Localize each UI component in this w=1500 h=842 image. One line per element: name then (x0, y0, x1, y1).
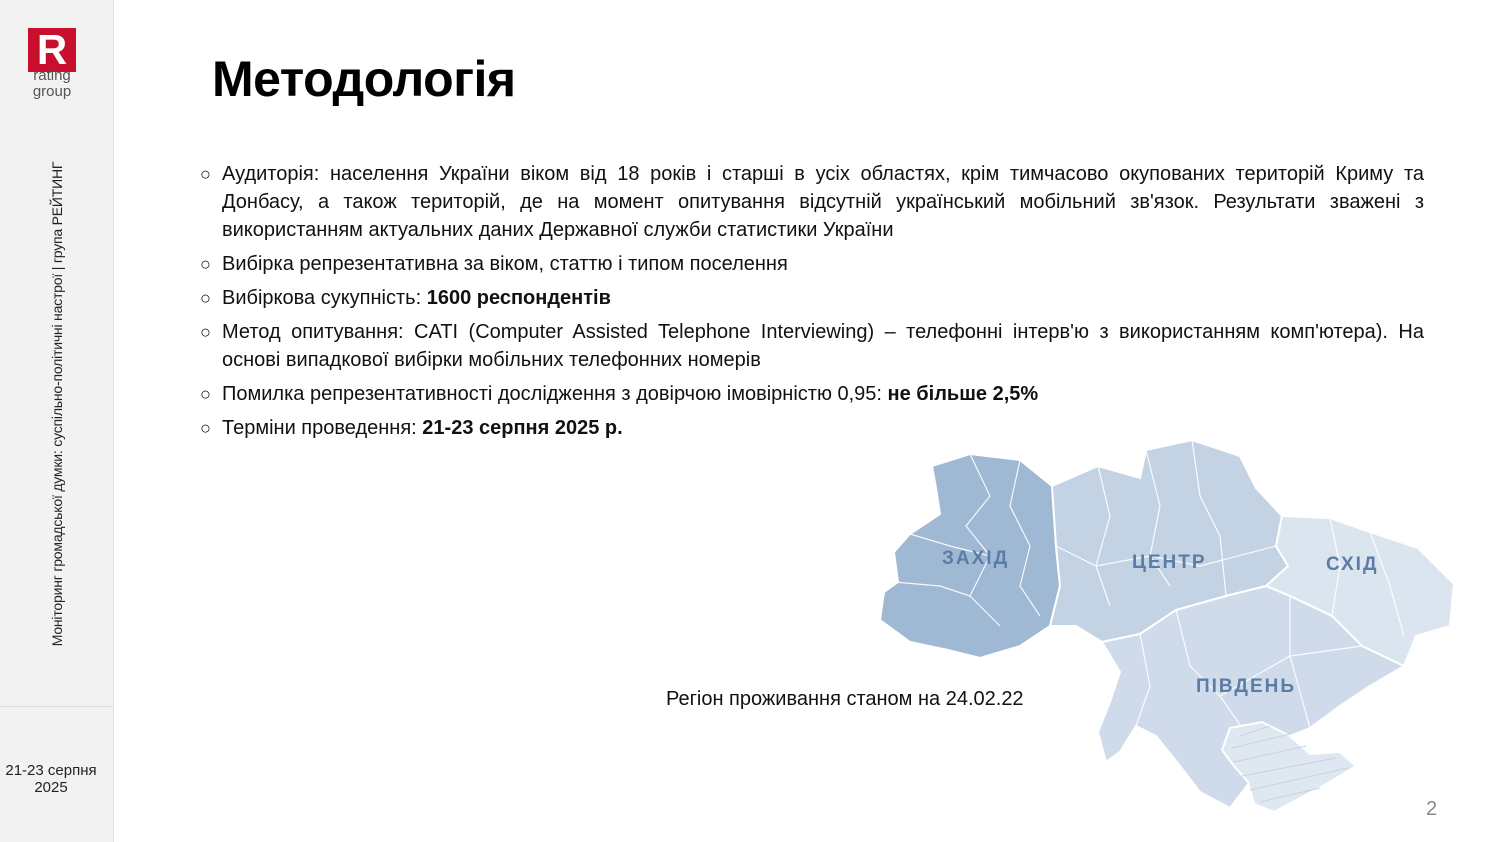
bullet-circle-icon: ○ (200, 418, 211, 438)
region-label-south: ПІВДЕНЬ (1196, 676, 1296, 697)
list-item-text: Аудиторія: населення України віком від 18 років і старші в усіх областях, крім тимчасово окупованих територій Криму та Донбасу, а також територій, де на момент опитування відсутній український мобільний зв'язок. Результати зважені з використанням актуальних даних Державної служби статистики України (222, 163, 1424, 241)
methodology-list (200, 160, 1424, 448)
list-item (200, 160, 1424, 244)
list-item-text: Вибірка репрезентативна за віком, статтю і типом поселення (222, 253, 788, 275)
bullet-circle-icon: ○ (200, 288, 211, 308)
list-item-bold: не більше 2,5% (887, 383, 1039, 405)
list-item-text: Метод опитування: CATI (Computer Assisted Telephone Interviewing) – телефонні інтерв'ю з використанням комп'ютера). На основі випадкової вибірки мобільних телефонних номерів (222, 321, 1424, 371)
list-item (200, 318, 1424, 374)
region-label-west: ЗАХІД (942, 548, 1010, 569)
bullet-circle-icon: ○ (200, 164, 211, 184)
bullet-circle-icon: ○ (200, 322, 211, 342)
list-item-text: Терміни проведення: (222, 417, 423, 439)
region-label-center: ЦЕНТР (1132, 552, 1207, 573)
map-caption: Регіон проживання станом на 24.02.22 (666, 688, 1024, 710)
list-item (200, 284, 1424, 312)
page-title: Методологія (212, 51, 516, 107)
logo-wordmark (24, 68, 80, 100)
logo-line-group: group (32, 83, 72, 100)
sidebar-vertical-caption: Моніторинг громадської думки: суспільно-політичні настрої | група РЕЙТИНГ (49, 161, 65, 647)
list-item-text: Помилка репрезентативності дослідження з довірчою імовірністю 0,95: (222, 383, 888, 405)
sidebar-divider (0, 706, 114, 707)
region-label-east: СХІД (1326, 554, 1379, 575)
sidebar-date (0, 762, 102, 796)
sidebar-date-line2: 2025 (34, 779, 68, 796)
list-item (200, 380, 1424, 408)
logo-line-rating: rating (33, 67, 71, 84)
list-item-bold: 21-23 серпня 2025 р. (422, 417, 623, 439)
list-item-text: Вибіркова сукупність: (222, 287, 427, 309)
rating-group-logo (24, 26, 80, 106)
logo-r-mark: R (28, 28, 76, 72)
ukraine-regions-map (870, 436, 1460, 816)
sidebar-date-line1: 21-23 серпня (5, 762, 97, 779)
bullet-circle-icon: ○ (200, 254, 211, 274)
list-item-bold: 1600 респондентів (426, 287, 611, 309)
page-number: 2 (1426, 798, 1438, 820)
list-item (200, 250, 1424, 278)
sidebar (0, 0, 114, 842)
bullet-circle-icon: ○ (200, 384, 211, 404)
